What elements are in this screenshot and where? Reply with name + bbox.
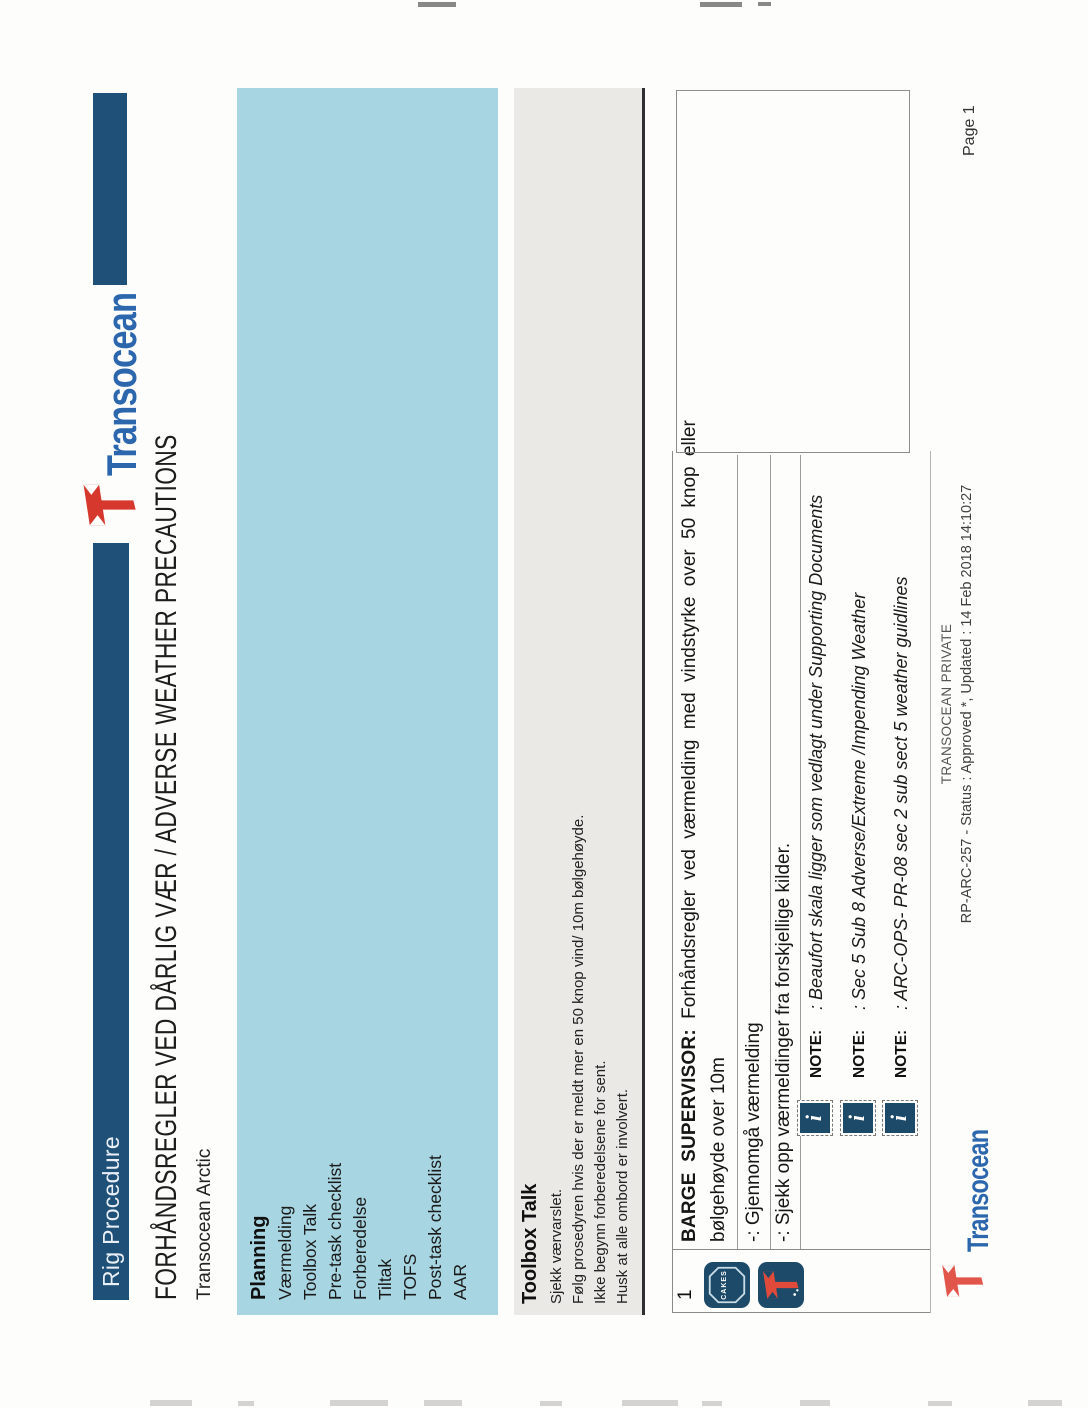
scan-artifact: [330, 1400, 388, 1406]
transocean-badge-icon: [758, 1262, 804, 1308]
planning-item: Tiltak: [375, 1258, 395, 1300]
header-bar: [93, 543, 129, 1300]
task-heading-line2: bølgehøyde over 10m: [708, 1057, 729, 1242]
page-title: FORHÅNDSREGLER VED DÅRLIG VÆR / ADVERSE WEATHER PRECAUTIONS: [150, 434, 183, 1300]
cakes-badge-label: CAKES: [721, 1270, 728, 1300]
scan-artifact: [424, 1400, 462, 1406]
header-bar-label: Rig Procedure: [98, 1136, 124, 1287]
toolbox-line: Husk at alle ombord er involvert.: [614, 1088, 631, 1304]
info-icon: i: [797, 1100, 833, 1136]
task-heading-line1: [679, 420, 701, 1242]
table-column-divider: [672, 1249, 930, 1250]
transocean-logo-icon: [82, 476, 138, 534]
table-border-bottom: [930, 451, 931, 1313]
toolbox-line: Følg prosedyren hvis der er meldt mer en 50 knop vind/ 10m bølgehøyde.: [570, 814, 587, 1304]
task-bullet: -: Gjennomgå værmelding: [743, 1022, 764, 1242]
table-empty-cell: [676, 90, 910, 453]
scan-artifact: [758, 2, 771, 6]
transocean-logo-text: Transocean: [98, 292, 145, 476]
info-icon: i: [840, 1100, 876, 1136]
scan-artifact: [702, 1401, 722, 1406]
page-subtitle: Transocean Arctic: [194, 1148, 215, 1300]
table-border-left: [672, 1312, 930, 1313]
toolbox-line: Ikke begynn forberedelsene for sent.: [592, 1060, 609, 1304]
planning-item: Forberedelse: [350, 1196, 370, 1300]
footer-logo-text: Transocean: [962, 1129, 995, 1252]
scan-artifact: [928, 1401, 952, 1406]
planning-panel: [237, 88, 498, 1315]
toolbox-panel: [514, 88, 645, 1315]
footer-doc-info: RP-ARC-257 - Status : Approved *, Updated : 14 Feb 2018 14:10:27: [959, 484, 975, 924]
note-label: NOTE:: [808, 1029, 825, 1078]
note-label: NOTE:: [851, 1029, 868, 1078]
table-row-number: 1: [675, 1289, 696, 1300]
header-bar-right-segment: [93, 93, 127, 285]
footer-logo-icon: [941, 1258, 985, 1304]
note-label: NOTE:: [893, 1029, 910, 1078]
note-text: : Beaufort skala ligger som vedlagt under Supporting Documents: [806, 494, 826, 1010]
scan-artifact: [1028, 1400, 1062, 1406]
planning-item: Pre-task checklist: [325, 1162, 345, 1300]
page-number: Page 1: [961, 105, 978, 156]
toolbox-line: Sjekk værvarslet.: [548, 1188, 565, 1304]
planning-item: Post-task checklist: [425, 1155, 445, 1300]
note-text: : ARC-OPS- PR-08 sec 2 sub sect 5 weather guidlines: [891, 576, 911, 1010]
task-bullet: -: Sjekk opp værmeldinger fra forskjellige kilder.: [773, 842, 794, 1242]
scan-artifact: [800, 1400, 830, 1406]
scan-artifact: [540, 1401, 562, 1406]
toolbox-heading: Toolbox Talk: [519, 1183, 541, 1304]
info-icon: i: [882, 1100, 918, 1136]
scan-artifact: [150, 1400, 192, 1406]
scan-artifact: [418, 2, 456, 7]
cakes-badge-icon: [704, 1262, 750, 1308]
divider: [770, 455, 771, 1249]
scan-artifact: [238, 1401, 254, 1406]
planning-item: Toolbox Talk: [300, 1204, 320, 1300]
planning-item: TOFS: [400, 1253, 420, 1300]
scan-artifact: [700, 2, 742, 7]
task-role-label: BARGE SUPERVISOR:: [679, 1029, 700, 1242]
footer-classification: TRANSOCEAN PRIVATE: [939, 623, 954, 785]
planning-item: AAR: [450, 1264, 470, 1300]
planning-heading: Planning: [248, 1215, 270, 1300]
note-text: : Sec 5 Sub 8 Adverse/Extreme /Impending Weather: [849, 592, 869, 1010]
task-heading-text: Forhåndsregler ved værmelding med vindstyrke over 50 knop eller: [679, 420, 700, 1019]
planning-item: Værmelding: [275, 1205, 295, 1300]
scan-artifact: [622, 1400, 678, 1406]
divider: [737, 455, 738, 1249]
table-border-top: [672, 451, 673, 1313]
